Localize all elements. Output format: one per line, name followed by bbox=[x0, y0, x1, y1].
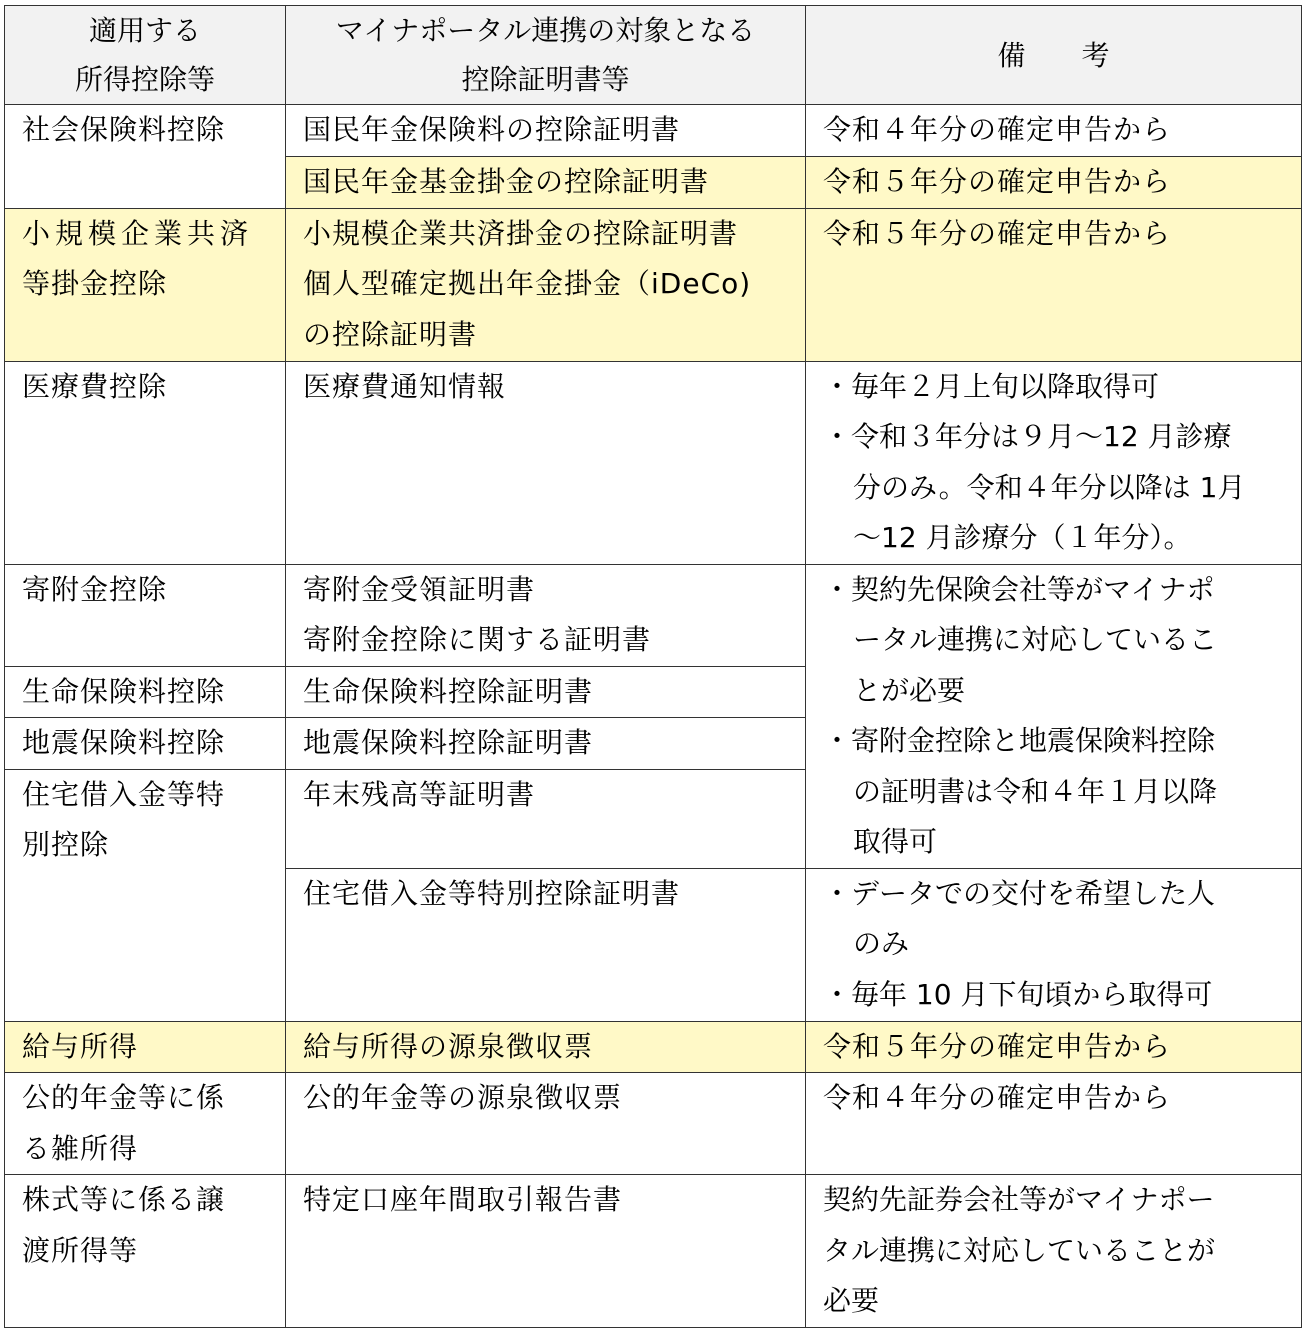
remarks-cell: 契約先証券会社等がマイナポー タル連携に対応していることが 必要 bbox=[806, 1175, 1302, 1328]
deduction-cell: 寄附金控除 bbox=[5, 564, 286, 666]
table-row bbox=[5, 208, 1302, 361]
remarks-cell: ・データでの交付を希望した人 のみ ・毎年 10 月下旬頃から取得可 bbox=[806, 868, 1302, 1021]
deduction-cell: 小規模企業共済 等掛金控除 bbox=[5, 208, 286, 361]
certificate-cell: 住宅借入金等特別控除証明書 bbox=[286, 868, 806, 1021]
certificate-cell: 年末残高等証明書 bbox=[286, 769, 806, 868]
deduction-cell: 株式等に係る譲 渡所得等 bbox=[5, 1175, 286, 1328]
certificate-cell: 小規模企業共済掛金の控除証明書 個人型確定拠出年金掛金（iDeCo) の控除証明書 bbox=[286, 208, 806, 361]
remarks-cell: 令和４年分の確定申告から bbox=[806, 1073, 1302, 1175]
certificate-cell: 給与所得の源泉徴収票 bbox=[286, 1021, 806, 1073]
deduction-cell: 公的年金等に係 る雑所得 bbox=[5, 1073, 286, 1175]
remarks-cell: 令和５年分の確定申告から bbox=[806, 208, 1302, 361]
table-row bbox=[5, 1073, 1302, 1175]
remarks-cell: 令和５年分の確定申告から bbox=[806, 1021, 1302, 1073]
header-row bbox=[5, 6, 1302, 105]
remarks-cell: ・契約先保険会社等がマイナポ ータル連携に対応しているこ とが必要 ・寄附金控除と地震保険料控除 の証明書は令和４年１月以降 取得可 bbox=[806, 564, 1302, 868]
certificate-cell: 地震保険料控除証明書 bbox=[286, 718, 806, 770]
certificate-cell: 国民年金基金掛金の控除証明書 bbox=[286, 157, 806, 209]
deduction-cell: 地震保険料控除 bbox=[5, 718, 286, 770]
remarks-cell: 令和４年分の確定申告から bbox=[806, 105, 1302, 157]
deduction-cell: 給与所得 bbox=[5, 1021, 286, 1073]
table-row bbox=[5, 361, 1302, 564]
certificate-cell: 国民年金保険料の控除証明書 bbox=[286, 105, 806, 157]
deduction-table bbox=[4, 5, 1302, 1328]
certificate-cell: 寄附金受領証明書 寄附金控除に関する証明書 bbox=[286, 564, 806, 666]
deduction-cell: 社会保険料控除 bbox=[5, 105, 286, 209]
table-row bbox=[5, 1021, 1302, 1073]
table-row bbox=[5, 105, 1302, 157]
deduction-cell: 医療費控除 bbox=[5, 361, 286, 564]
certificate-cell: 生命保険料控除証明書 bbox=[286, 666, 806, 718]
certificate-cell: 医療費通知情報 bbox=[286, 361, 806, 564]
table-row bbox=[5, 1175, 1302, 1328]
header-remarks: 備 考 bbox=[806, 6, 1302, 105]
remarks-cell: 令和５年分の確定申告から bbox=[806, 157, 1302, 209]
header-target-certificate: マイナポータル連携の対象となる 控除証明書等 bbox=[286, 6, 806, 105]
remarks-cell: ・毎年２月上旬以降取得可 ・令和３年分は９月～12 月診療 分のみ。令和４年分以降は 1月 ～12 月診療分（１年分）。 bbox=[806, 361, 1302, 564]
table-row bbox=[5, 564, 1302, 666]
header-applicable-deduction: 適用する 所得控除等 bbox=[5, 6, 286, 105]
certificate-cell: 公的年金等の源泉徴収票 bbox=[286, 1073, 806, 1175]
deduction-cell: 住宅借入金等特 別控除 bbox=[5, 769, 286, 1021]
certificate-cell: 特定口座年間取引報告書 bbox=[286, 1175, 806, 1328]
deduction-cell: 生命保険料控除 bbox=[5, 666, 286, 718]
